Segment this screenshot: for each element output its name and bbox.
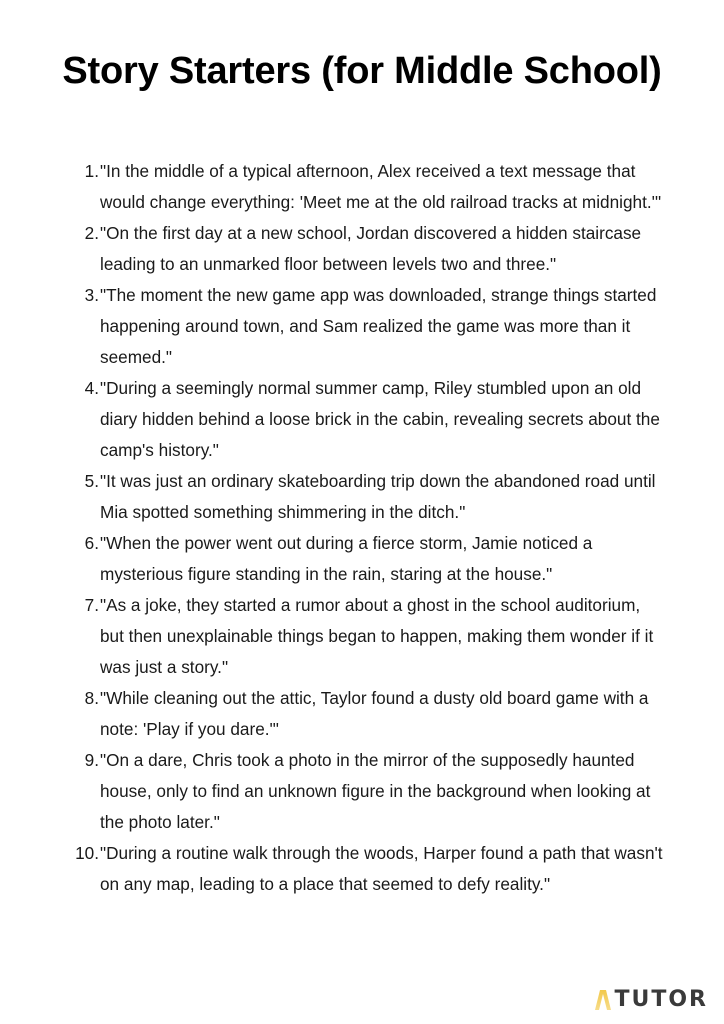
item-text: "As a joke, they started a rumor about a ghost in the school auditorium, but then unexplainable things began to happen, making them wonder if it was just a story."	[100, 595, 654, 677]
item-text: "On the first day at a new school, Jordan discovered a hidden staircase leading to an unmarked floor between levels two and three."	[100, 223, 642, 274]
item-text: "When the power went out during a fierce storm, Jamie noticed a mysterious figure standing in the rain, staring at the house."	[100, 533, 593, 584]
list-item	[0, 280, 724, 373]
item-text: "The moment the new game app was downloaded, strange things started happening around town, and Sam realized the game was more than it seemed."	[100, 285, 657, 367]
list-item	[0, 466, 724, 528]
item-number: 7.	[84, 595, 99, 615]
atutor-logo	[595, 988, 708, 1012]
story-starters-list	[0, 156, 724, 900]
list-item	[0, 373, 724, 466]
item-text: "During a seemingly normal summer camp, Riley stumbled upon an old diary hidden behind a loose brick in the cabin, revealing secrets about the camp's history."	[100, 378, 660, 460]
logo-text: TUTOR	[614, 987, 708, 1012]
item-number: 1.	[84, 161, 99, 181]
item-text: "During a routine walk through the woods, Harper found a path that wasn't on any map, leading to a place that seemed to defy reality."	[100, 843, 663, 894]
item-number: 8.	[84, 688, 99, 708]
item-number: 2.	[84, 223, 99, 243]
item-number: 4.	[84, 378, 99, 398]
item-text: "In the middle of a typical afternoon, Alex received a text message that would change everything: 'Meet me at the old railroad tracks at midnight.'"	[100, 161, 662, 212]
list-item	[0, 218, 724, 280]
page-title: Story Starters (for Middle School)	[62, 50, 662, 92]
list-item	[0, 528, 724, 590]
a-letter-logo-icon	[595, 990, 611, 1010]
item-number: 6.	[84, 533, 99, 553]
item-number: 3.	[84, 285, 99, 305]
list-item	[0, 838, 724, 900]
list-item	[0, 745, 724, 838]
item-number: 10.	[75, 843, 99, 863]
list-item	[0, 683, 724, 745]
item-text: "On a dare, Chris took a photo in the mirror of the supposedly haunted house, only to find an unknown figure in the background when looking at the photo later."	[100, 750, 651, 832]
item-text: "While cleaning out the attic, Taylor found a dusty old board game with a note: 'Play if you dare.'"	[100, 688, 649, 739]
list-item	[0, 590, 724, 683]
item-text: "It was just an ordinary skateboarding trip down the abandoned road until Mia spotted something shimmering in the ditch."	[100, 471, 656, 522]
item-number: 5.	[84, 471, 99, 491]
item-number: 9.	[84, 750, 99, 770]
list-item	[0, 156, 724, 218]
